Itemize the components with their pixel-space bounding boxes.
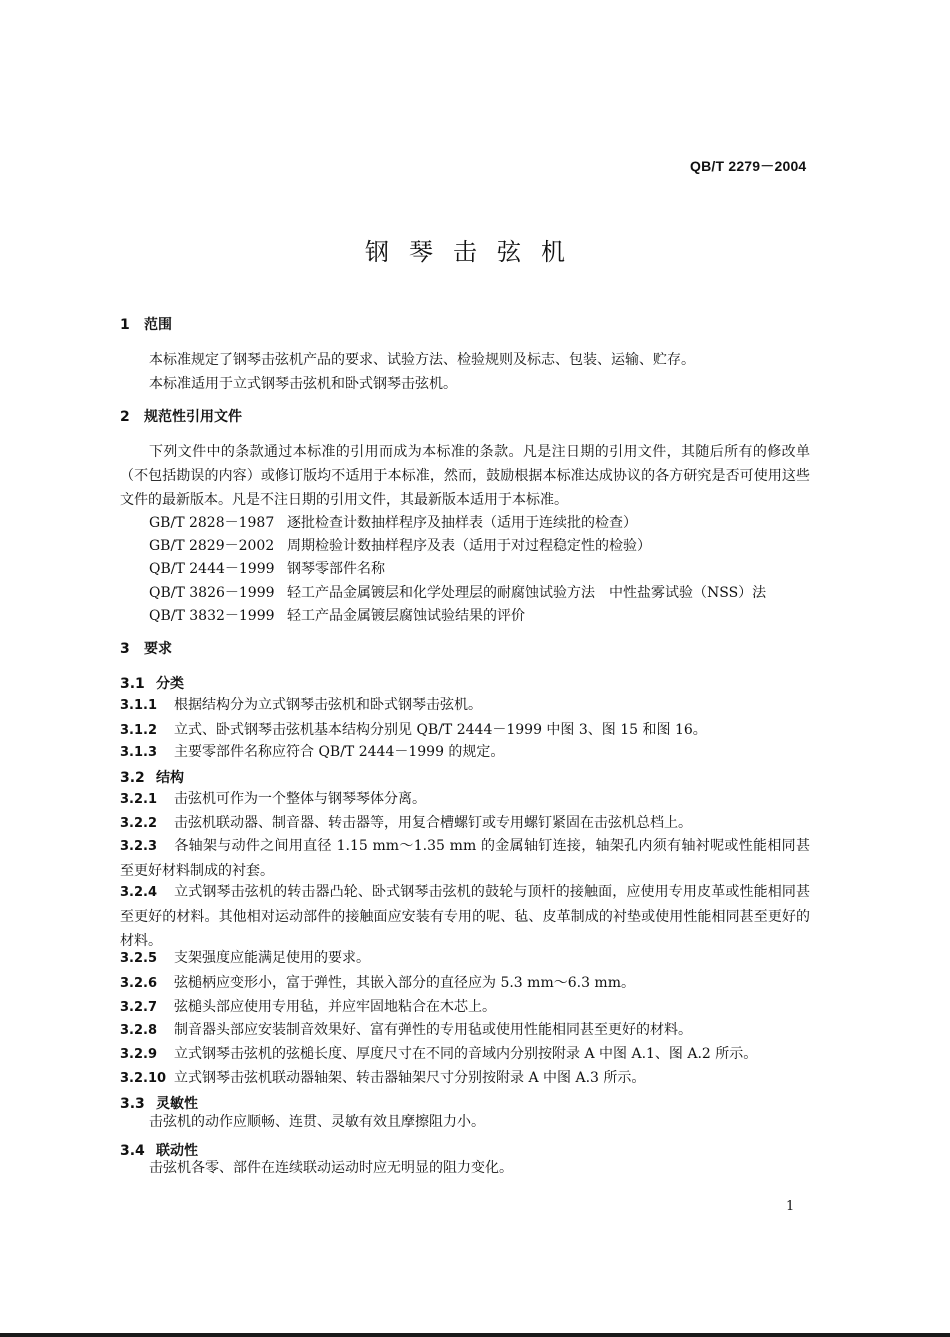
section-number: 1 [120, 317, 130, 333]
clause-number: 3.2.6 [120, 976, 158, 991]
clause-3-2-3 [120, 834, 810, 883]
section-title: 范围 [144, 317, 172, 333]
clause-3-2-8 [120, 1018, 692, 1043]
clause-number: 3.1.2 [120, 723, 158, 738]
clause-3-1-1 [120, 693, 482, 718]
subsection-number: 3.2 [120, 770, 145, 786]
paragraph: 本标准规定了钢琴击弦机产品的要求、试验方法、检验规则及标志、包装、运输、贮存。 [149, 352, 695, 368]
clause-text: 立式钢琴击弦机的弦槌长度、厚度尺寸在不同的音域内分别按附录 A 中图 A.1、图 A.2 所示。 [174, 1046, 758, 1062]
reference-item [149, 605, 525, 625]
section-number: 3 [120, 641, 130, 657]
clause-number: 3.1.1 [120, 698, 158, 713]
reference-title: 轻工产品金属镀层和化学处理层的耐腐蚀试验方法 中性盐雾试验（NSS）法 [287, 585, 767, 601]
paragraph: 本标准适用于立式钢琴击弦机和卧式钢琴击弦机。 [149, 376, 457, 392]
paragraph: 击弦机的动作应顺畅、连贯、灵敏有效且摩擦阻力小。 [149, 1114, 485, 1130]
clause-text: 主要零部件名称应符合 QB/T 2444－1999 的规定。 [174, 744, 505, 760]
subsection-title: 联动性 [156, 1143, 198, 1159]
clause-text: 各轴架与动件之间用直径 1.15 mm～1.35 mm 的金属轴钉连接，轴架孔内须有轴衬呢或性能相同甚至更好材料制成的衬套。 [120, 838, 810, 879]
clause-number: 3.2.3 [120, 839, 158, 854]
subsection-title: 分类 [156, 676, 184, 692]
reference-item [149, 535, 651, 555]
reference-code: QB/T 3826－1999 [149, 585, 275, 601]
clause-text: 立式、卧式钢琴击弦机基本结构分别见 QB/T 2444－1999 中图 3、图 15 和图 16。 [174, 722, 707, 738]
clause-3-2-4 [120, 880, 810, 953]
clause-number: 3.2.2 [120, 816, 158, 831]
scan-edge-divider [0, 1333, 950, 1337]
clause-3-2-6 [120, 971, 635, 996]
clause-text: 立式钢琴击弦机的转击器凸轮、卧式钢琴击弦机的鼓轮与顶杆的接触面，应使用专用皮革或性能相同甚至更好的材料。其他相对运动部件的接触面应安装有专用的呢、毡、皮革制成的衬垫或使用性能相同甚至更好的材料。 [120, 884, 810, 949]
reference-title: 轻工产品金属镀层腐蚀试验结果的评价 [287, 608, 525, 624]
page-number: 1 [786, 1199, 795, 1214]
clause-number: 3.2.10 [120, 1071, 167, 1086]
clause-text: 立式钢琴击弦机联动器轴架、转击器轴架尺寸分别按附录 A 中图 A.3 所示。 [174, 1070, 646, 1086]
reference-item [149, 558, 385, 578]
section-title: 规范性引用文件 [144, 409, 242, 425]
section-number: 2 [120, 409, 130, 425]
clause-text: 根据结构分为立式钢琴击弦机和卧式钢琴击弦机。 [174, 697, 482, 713]
section-3-heading [120, 638, 172, 658]
paragraph: 击弦机各零、部件在连续联动运动时应无明显的阻力变化。 [149, 1160, 513, 1176]
subsection-title: 灵敏性 [156, 1096, 198, 1112]
clause-text: 击弦机可作为一个整体与钢琴琴体分离。 [174, 791, 426, 807]
clause-text: 弦槌头部应使用专用毡，并应牢固地粘合在木芯上。 [174, 999, 496, 1015]
clause-3-2-10 [120, 1066, 645, 1091]
clause-3-2-7 [120, 995, 496, 1020]
clause-number: 3.2.8 [120, 1023, 158, 1038]
subsection-number: 3.1 [120, 676, 145, 692]
clause-number: 3.2.1 [120, 792, 158, 807]
clause-text: 支架强度应能满足使用的要求。 [174, 950, 370, 966]
clause-number: 3.1.3 [120, 745, 158, 760]
clause-number: 3.2.4 [120, 885, 158, 900]
clause-3-2-2 [120, 811, 692, 836]
reference-code: QB/T 2444－1999 [149, 561, 275, 577]
standard-code: QB/T 2279－2004 [690, 158, 807, 174]
subsection-3-1-heading [120, 673, 184, 693]
subsection-3-2-heading [120, 767, 184, 787]
reference-item [149, 512, 637, 532]
subsection-title: 结构 [156, 770, 184, 786]
clause-number: 3.2.5 [120, 951, 158, 966]
section-2-heading [120, 406, 242, 426]
clause-3-1-3 [120, 740, 504, 765]
subsection-number: 3.4 [120, 1143, 145, 1159]
clause-3-2-1 [120, 787, 426, 812]
clause-number: 3.2.7 [120, 1000, 158, 1015]
reference-title: 钢琴零部件名称 [287, 561, 385, 577]
clause-text: 弦槌柄应变形小，富于弹性，其嵌入部分的直径应为 5.3 mm～6.3 mm。 [174, 975, 635, 991]
reference-code: QB/T 3832－1999 [149, 608, 275, 624]
section-1-heading [120, 314, 172, 334]
clause-3-2-5 [120, 946, 370, 971]
document-title: 钢琴击弦机 [365, 238, 585, 266]
clause-text: 击弦机联动器、制音器、转击器等，用复合槽螺钉或专用螺钉紧固在击弦机总档上。 [174, 815, 692, 831]
reference-item [149, 582, 766, 602]
section-title: 要求 [144, 641, 172, 657]
clause-text: 制音器头部应安装制音效果好、富有弹性的专用毡或使用性能相同甚至更好的材料。 [174, 1022, 692, 1038]
clause-3-2-9 [120, 1042, 757, 1067]
reference-title: 周期检验计数抽样程序及表（适用于对过程稳定性的检验） [287, 538, 651, 554]
intro-paragraph: 下列文件中的条款通过本标准的引用而成为本标准的条款。凡是注日期的引用文件，其随后所有的修改单（不包括勘误的内容）或修订版均不适用于本标准，然而，鼓励根据本标准达成协议的各方研究是否可使用这些文件的最新版本。凡是不注日期的引用文件，其最新版本适用于本标准。 [120, 444, 810, 508]
subsection-number: 3.3 [120, 1096, 145, 1112]
reference-code: GB/T 2829－2002 [149, 538, 275, 554]
reference-code: GB/T 2828－1987 [149, 515, 275, 531]
reference-title: 逐批检查计数抽样程序及抽样表（适用于连续批的检查） [287, 515, 637, 531]
clause-number: 3.2.9 [120, 1047, 158, 1062]
